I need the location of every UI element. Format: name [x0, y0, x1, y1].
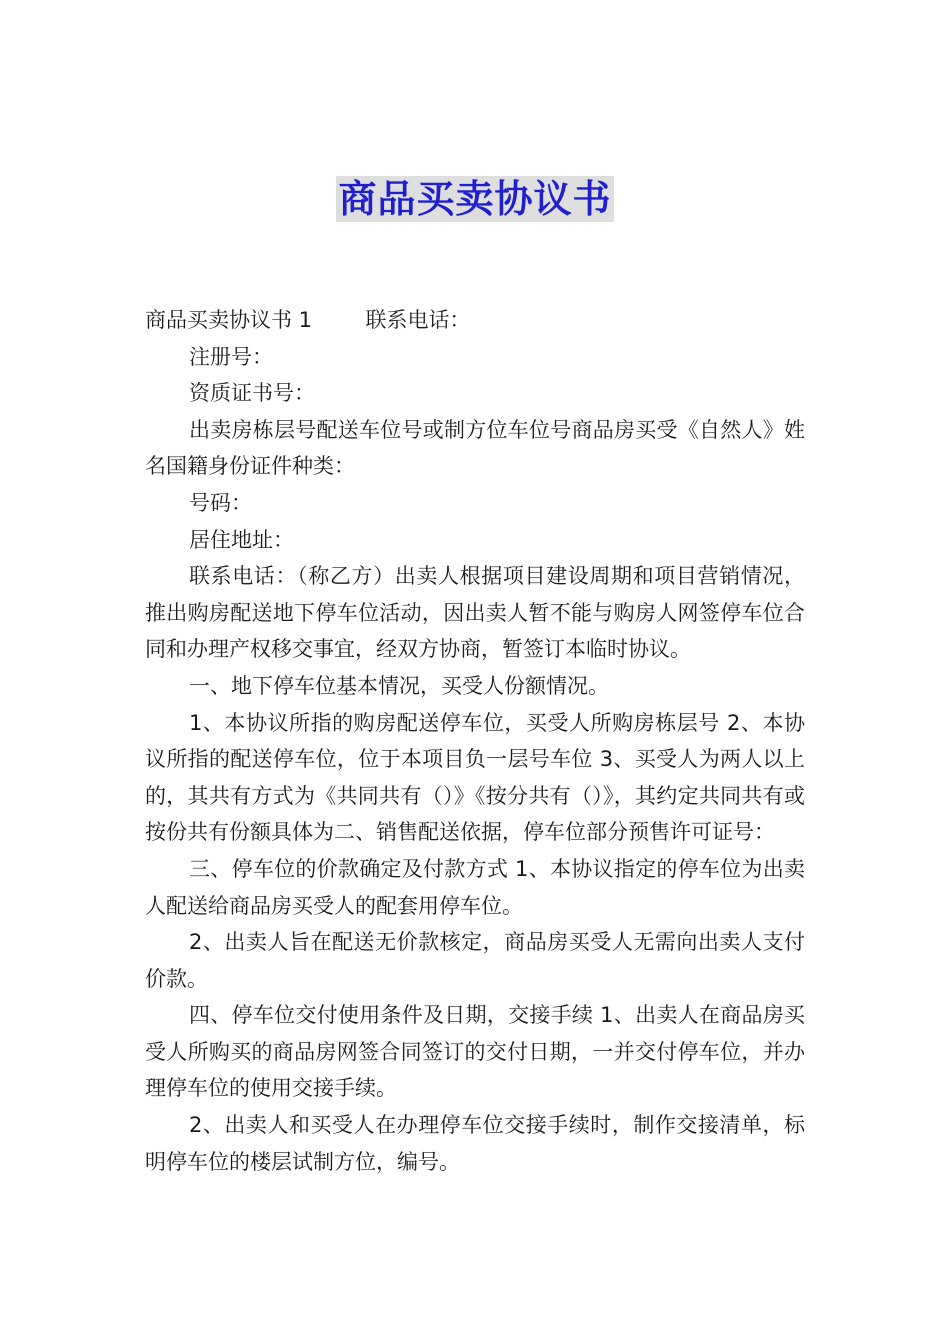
paragraph-section-three-item-2: 2、出卖人旨在配送无价款核定，商品房买受人无需向出卖人支付价款。: [145, 930, 805, 991]
paragraph-id-number: 号码：: [189, 490, 252, 515]
paragraph-address: 居住地址：: [189, 527, 294, 552]
paragraph-qualification-number: 资质证书号：: [189, 381, 315, 406]
paragraph-preamble: 联系电话：（称乙方）出卖人根据项目建设周期和项目营销情况，推出购房配送地下停车位活动，因出卖人暂不能与购房人网签停车位合同和办理产权移交事宜，经双方协商，暂签订本临时协议。: [145, 564, 805, 662]
paragraph-section-four: 四、停车位交付使用条件及日期，交接手续 1、出卖人在商品房买受人所购买的商品房网签合同签订的交付日期，一并交付停车位，并办理停车位的使用交接手续。: [145, 1003, 805, 1101]
paragraph-seller-buyer-info: 出卖房栋层号配送车位号或制方位车位号商品房买受《自然人》姓名国籍身份证件种类：: [145, 417, 805, 479]
paragraph-section-three: 三、停车位的价款确定及付款方式 1、本协议指定的停车位为出卖人配送给商品房买受人的配套用停车位。: [145, 856, 805, 918]
document-title: 商品买卖协议书: [338, 177, 612, 221]
paragraph-heading-line: 商品买卖协议书 1 联系电话：: [145, 308, 471, 332]
paragraph-section-one: 一、地下停车位基本情况，买受人份额情况。: [189, 673, 609, 698]
document-body: [145, 302, 805, 1180]
paragraph-section-four-item-2: 2、出卖人和买受人在办理停车位交接手续时，制作交接清单，标明停车位的楼层试制方位，编号。: [145, 1113, 805, 1174]
paragraph-registration-number: 注册号：: [189, 344, 273, 369]
paragraph-section-one-details: 1、本协议所指的购房配送停车位，买受人所购房栋层号 2、本协议所指的配送停车位，位于本项目负一层号车位 3、买受人为两人以上的，其共有方式为《共同共有（）》《按分共有（）》，其约定共同共有或按份共有份额具体为二、销售配送依据，停车位部分预售许可证号：: [145, 710, 805, 845]
title-container: [0, 176, 950, 222]
